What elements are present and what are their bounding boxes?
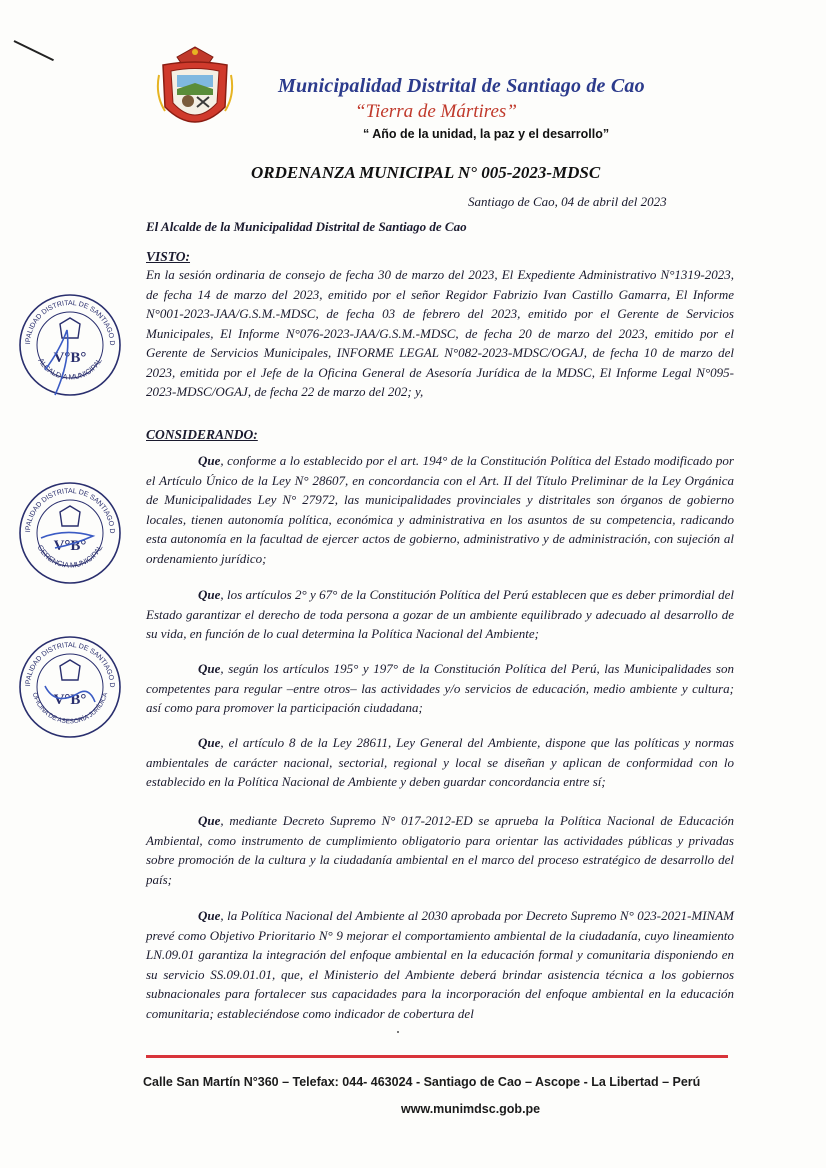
paragraph-lead: Que [198,453,221,468]
municipal-crest-icon [155,45,235,135]
paragraph-body: , mediante Decreto Supremo N° 017-2012-ED se aprueba la Política Nacional de Educación Ambiental, como instrumento de cumplimiento obligatorio para orientar las actividades públicas y privadas sobre promoción de la cultura y la ciudadanía ambiental en el marco del proceso estratégico de desarrollo del país; [146,813,734,887]
considerando-paragraph [146,733,734,792]
approval-seal-alcaldia [15,290,125,400]
paragraph-lead: Que [198,735,221,750]
paragraph-body: , conforme a lo establecido por el art. 194° de la Constitución Política del Estado modificado por el Artículo Único de la Ley N° 28607, en concordancia con el Art. II del Título Preliminar de la Ley Orgánica de Municipalidades Ley N° 27972, las municipalidades provinciales y distritales son órganos de gobierno locales, tienen autonomía política, económica y administrativa en los asuntos de su competencia, radicando esta autonomía en la facultad de ejercer actos de gobierno, administrativo y de administración, con sujeción al ordenamiento jurídico; [146,453,734,566]
seal-ring-text: IPALIDAD DISTRITAL DE SANTIAGO D [24,487,116,534]
paragraph-lead: Que [198,661,221,676]
considerando-paragraph [146,585,734,644]
seal-center-text: V°B° [53,538,87,554]
considerando-heading: CONSIDERANDO: [146,427,258,442]
footer-divider [146,1055,728,1058]
considerando-paragraph [146,659,734,718]
considerando-paragraph [146,451,734,568]
paragraph-body: , los artículos 2° y 67° de la Constitución Política del Perú establecen que es deber primordial del Estado garantizar el derecho de toda persona a gozar de un ambiente equilibrado y adecuado al desarrollo de su vida, en función de lo cual determina la Política Nacional del Ambiente; [146,587,734,641]
ordinance-title: ORDENANZA MUNICIPAL N° 005-2023-MDSC [251,163,601,182]
visto-heading: VISTO: [146,249,191,264]
paragraph-lead: Que [198,587,221,602]
seal-center-text: V°B° [53,692,87,708]
seal-bottom-text: GERENCIA MUNICIPAL [35,543,105,570]
footer-website: www.munimdsc.gob.pe [401,1102,541,1116]
pen-mark [14,40,54,61]
seal-center-text: V°B° [53,350,87,366]
seal-bottom-text: ALCALDÍA MUNICIPAL [36,356,104,382]
paragraph-body: , según los artículos 195° y 197° de la Constitución Política del Perú, las Municipalidades son competentes para regular –entre otros– las actividades y/o servicios de educación, medio ambiente y cultura; así como para promover la participación ciudadana; [146,661,734,715]
seal-ring-text: IPALIDAD DISTRITAL DE SANTIAGO D [24,641,116,688]
considerando-paragraph [146,906,734,1023]
municipality-name: Municipalidad Distrital de Santiago de Cao [278,75,645,97]
approval-seal-gerencia [15,478,125,588]
seal-ring-text: IPALIDAD DISTRITAL DE SANTIAGO D [24,299,116,346]
year-motto: “ Año de la unidad, la paz y el desarrollo” [363,127,610,141]
paragraph-body: , el artículo 8 de la Ley 28611, Ley General del Ambiente, dispone que las políticas y normas ambientales de carácter nacional, sectorial, regional y local se diseñan y aplican de conformidad con lo establecido en la Política Nacional de Ambiente y deben guardar concordancia entre sí; [146,735,734,789]
paragraph-lead: Que [198,813,221,828]
visto-text: En la sesión ordinaria de consejo de fecha 30 de marzo del 2023, El Expediente Administrativo N°1319-2023, de fecha 14 de marzo del 2023, emitido por el señor Regidor Fabrizio Ivan Castillo Gamarra, El Informe N°001-2023-JAA/G.S.M.-MDSC, de fecha 03 de febrero del 2023, emitido por el Gerente de Servicios Municipales, El Informe N°076-2023-JAA/G.S.M.-MDSC, de fecha 20 de marzo del 2023, emitido por el Gerente de Servicios Municipales, INFORME LEGAL N°082-2023-MDSC/OGAJ, de fecha 10 de marzo del 2023, emitida por el Jefe de la Oficina General de Asesoría Jurídica de la MDSC, El Informe Legal N°095-2023-MDSC/OGAJ, de fecha 22 de marzo del 202; y, [146,267,734,399]
scan-speck [397,1031,399,1033]
municipality-motto: “Tierra de Mártires” [355,101,517,122]
considerando-paragraph [146,811,734,889]
paragraph-body: , la Política Nacional del Ambiente al 2030 aprobada por Decreto Supremo N° 023-2021-MINAM prevé como Objetivo Prioritario N° 9 mejorar el comportamiento ambiental de la ciudadanía, cuyo lineamiento LN.09.01 garantiza la integración del enfoque ambiental en la educación formal y comunitaria disponiendo en su servicio SS.09.01.01, que, el Ministerio del Ambiente deberá brindar asistencia técnica a los gobiernos subnacionales para fortalecer sus capacidades para la incorporación del enfoque ambiental en la educación comunitaria; estableciéndose como indicador de cobertura del [146,908,734,1021]
issuing-authority: El Alcalde de la Municipalidad Distrital de Santiago de Cao [146,219,467,234]
seal-bottom-text: OFICINA DE ASESORÍA JURÍDICA [30,691,110,726]
footer-address: Calle San Martín N°360 – Telefax: 044- 463024 - Santiago de Cao – Ascope - La Libertad – Perú [143,1075,701,1089]
ordinance-date: Santiago de Cao, 04 de abril del 2023 [468,194,667,209]
approval-seal-asesoria [15,632,125,742]
paragraph-lead: Que [198,908,221,923]
